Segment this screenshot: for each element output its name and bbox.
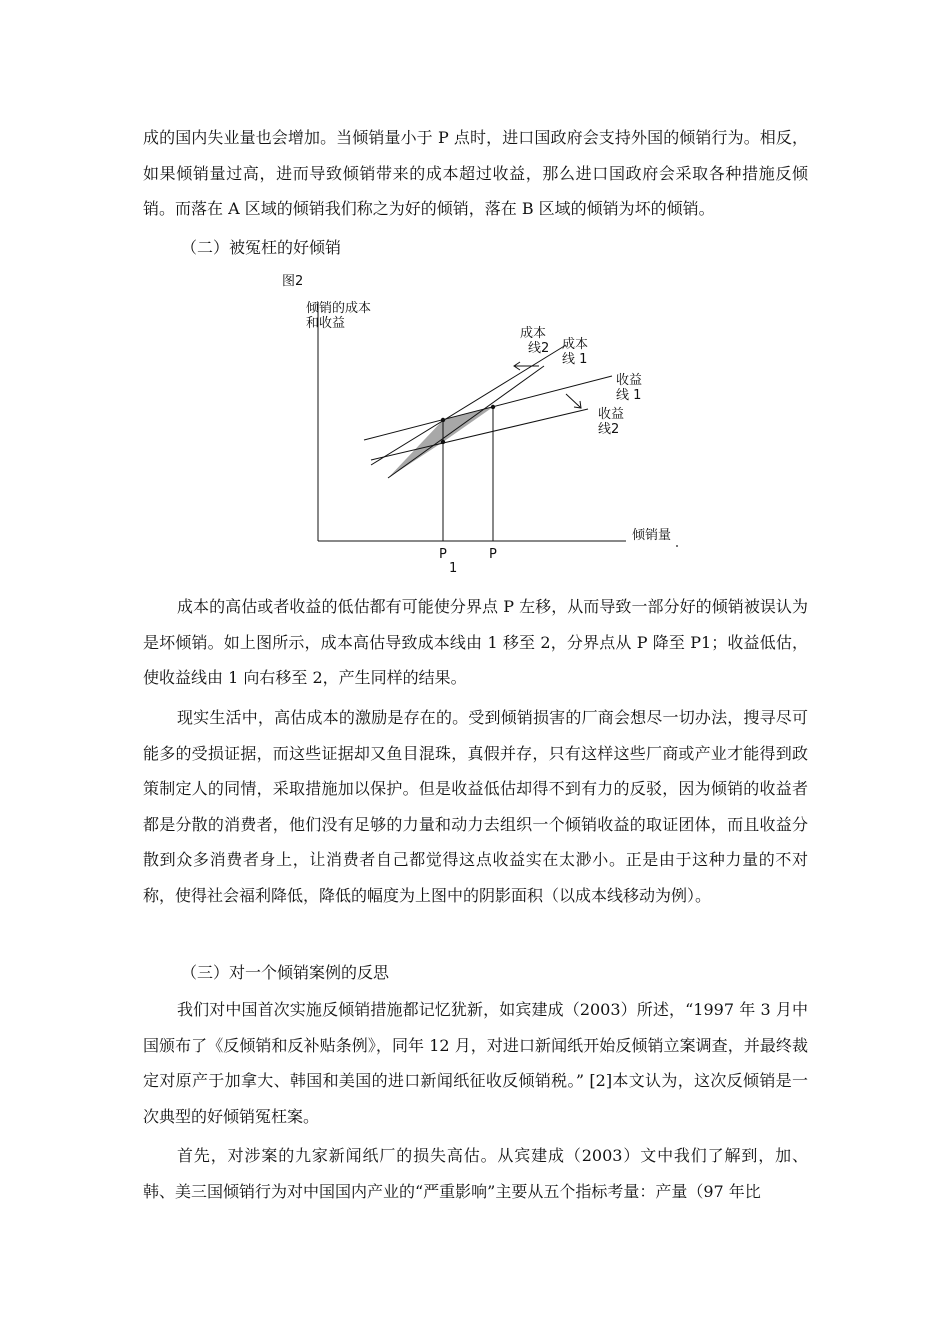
tick-label-p1: P [439, 547, 447, 562]
shaded-welfare-loss-area [388, 407, 493, 478]
cost-line-2-label-1: 成本 [520, 326, 547, 341]
revenue-line-2-label-2: 线2 [598, 422, 620, 437]
revenue-line-2-label-1: 收益 [598, 407, 625, 422]
paragraph-first-point: 首先，对涉案的九家新闻纸厂的损失高估。从宾建成（2003）文中我们了解到，加、韩、美三国倾销行为对中国国内产业的“严重影响”主要从五个指标考量：产量（97 年比 [143, 1146, 808, 1201]
cost-line-1-label-1: 成本 [562, 337, 589, 352]
cost-line-1-label-2: 线 1 [562, 352, 588, 367]
revenue-line-1-label-1: 收益 [616, 373, 643, 388]
intersection-dot-2 [441, 440, 445, 444]
paragraph-case-study: 我们对中国首次实施反倾销措施都记忆犹新，如宾建成（2003）所述，“1997 年 3 月中国颁布了《反倾销和反补贴条例》，同年 12 月，对进口新闻纸开始反倾销立案调查，并最终裁定对原产于加拿大、韩国和美国的进口新闻纸征收反倾销税。” [2]本文认为，这次反倾销是一次典型的好倾销冤枉案。 [143, 1000, 808, 1126]
revenue-line-1-label-2: 线 1 [616, 388, 642, 403]
cost-line-1 [371, 345, 566, 465]
revenue-line-1 [364, 376, 612, 440]
intersection-dot-1 [441, 418, 445, 422]
y-axis-label-line2: 和收益 [306, 316, 346, 331]
cost-line-2 [388, 366, 544, 478]
section-heading-2: （二）被冤枉的好倾销 [181, 238, 342, 257]
x-axis-label: 倾销量 [632, 528, 672, 543]
y-axis-label-line1: 倾销的成本 [306, 301, 372, 316]
diagram-svg [276, 270, 686, 580]
paragraph-cost-overestimation: 现实生活中，高估成本的激励是存在的。受到倾销损害的厂商会想尽一切办法，搜寻尽可能多的受损证据，而这些证据却又鱼目混珠，真假并存，只有这样这些厂商或产业才能得到政策制定人的同情，采取措施加以保护。但是收益低估却得不到有力的反驳，因为倾销的收益者都是分散的消费者，他们没有足够的力量和动力去组织一个倾销收益的取证团体，而且收益分散到众多消费者身上，让消费者自己都觉得这点收益实在太渺小。正是由于这种力量的不对称，使得社会福利降低，降低的幅度为上图中的阴影面积（以成本线移动为例）。 [143, 708, 808, 905]
cost-line-2-label-2: 线2 [528, 341, 550, 356]
intersection-dot-3 [491, 405, 495, 409]
tick-label-p1-subscript: 1 [449, 561, 458, 576]
revenue-shift-arrow-shaft [566, 394, 581, 408]
paragraph-misjudged-dumping: 成本的高估或者收益的低估都有可能使分界点 P 左移，从而导致一部分好的倾销被误认为是坏倾销。如上图所示，成本高估导致成本线由 1 移至 2，分界点从 P 降至 P1；收益低估，使收益线由 1 向右移至 2，产生同样的结果。 [143, 597, 808, 688]
revenue-line-2 [371, 409, 588, 460]
tick-label-p: P [489, 547, 497, 562]
section-heading-3: （三）对一个倾销案例的反思 [181, 963, 390, 982]
figure-2-dumping-diagram [276, 270, 686, 580]
axis-end-mark [676, 545, 678, 547]
paragraph-intro: 成的国内失业量也会增加。当倾销量小于 P 点时，进口国政府会支持外国的倾销行为。相反，如果倾销量过高，进而导致倾销带来的成本超过收益，那么进口国政府会采取各种措施反倾销。而落在 A 区域的倾销我们称之为好的倾销，落在 B 区域的倾销为坏的倾销。 [143, 128, 808, 219]
figure-label: 图2 [282, 274, 304, 289]
